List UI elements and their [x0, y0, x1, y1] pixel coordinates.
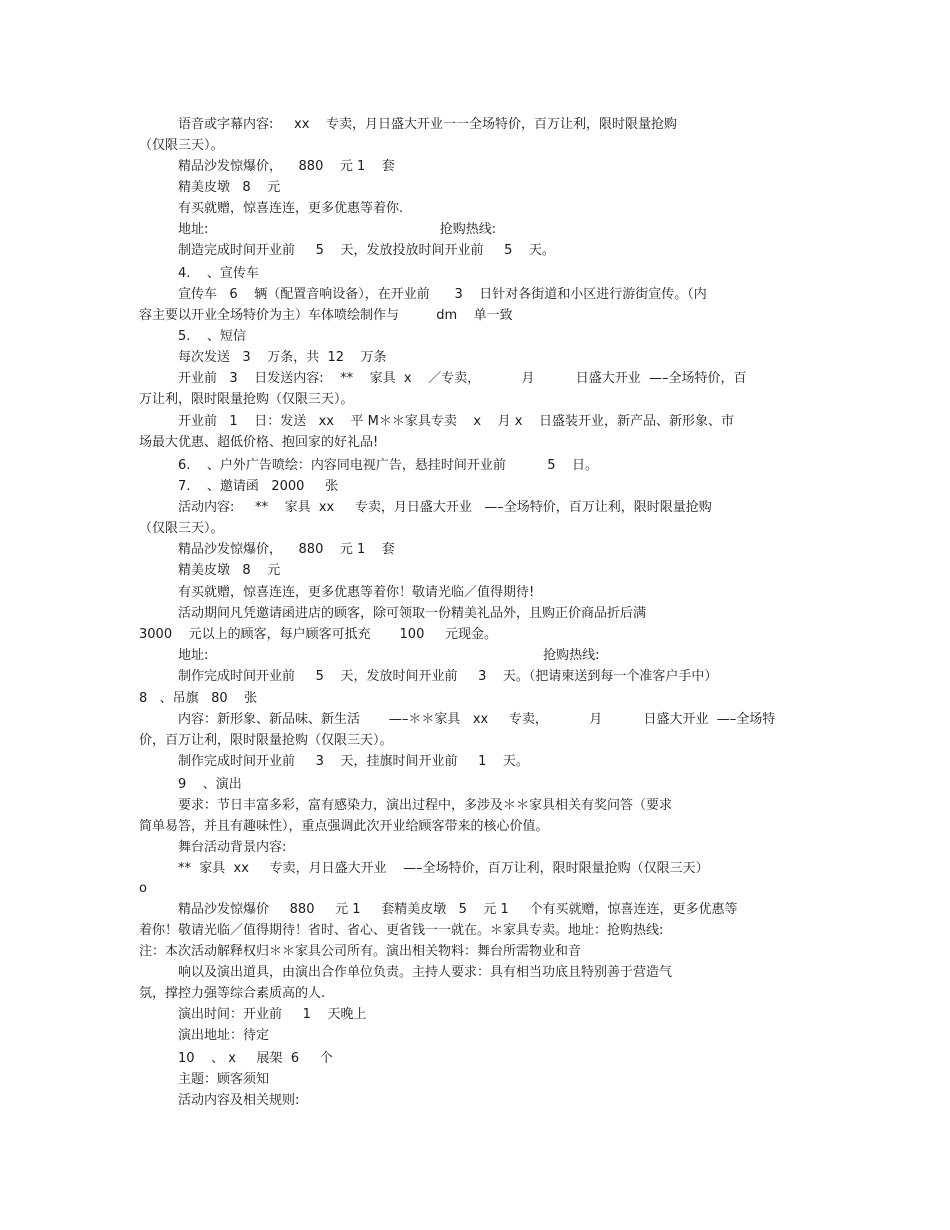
- text-line: ** 家具 xx 专卖，月日盛大开业 —–全场特价，百万让利，限时限量抢购（仅限三天）: [178, 861, 709, 876]
- text-line: 精美皮墩 8 元: [178, 180, 281, 195]
- text-line: 地址: 抢购热线:: [178, 648, 600, 663]
- text-line: 演出地址：待定: [178, 1028, 270, 1043]
- text-line: 注：本次活动解释权归＊＊家具公司所有。演出相关物料：舞台所需物业和音: [139, 944, 582, 959]
- text-line: 精品沙发惊爆价 880 元 1 套精美皮墩 5 元 1 个有买就赠，惊喜连连，更多优惠等: [178, 902, 738, 917]
- text-line: 开业前 3 日发送内容: ** 家具 x ／专卖， 月 日盛大开业 —–全场特价，百: [178, 371, 747, 386]
- text-line: 内容：新形象、新品味、新生活 —–＊＊家具 xx 专卖， 月 日盛大开业 —–全场特: [178, 712, 776, 727]
- text-line: 每次发送 3 万条，共 12 万条: [178, 350, 387, 365]
- text-line: 场最大优惠、超低价格、抱回家的好礼品!: [139, 435, 379, 450]
- text-line: 精品沙发惊爆价， 880 元 1 套: [178, 542, 395, 557]
- text-line: 简单易答，并且有趣味性），重点强调此次开业给顾客带来的核心价值。: [139, 819, 549, 834]
- text-line: 制作完成时间开业前 3 天，挂旗时间开业前 1 天。: [178, 754, 529, 769]
- text-line: 开业前 1 日：发送 xx 平 M＊＊家具专卖 x 月 x 日盛装开业，新产品、新形象、市: [178, 414, 734, 429]
- text-line: 地址: 抢购热线:: [178, 222, 497, 237]
- text-line: 响以及演出道具，由演出合作单位负责。主持人要求：具有相当功底且特别善于营造气: [178, 965, 673, 980]
- text-line: 3000 元以上的顾客，每户顾客可抵充 100 元现金。: [139, 627, 498, 642]
- text-line: 万让利，限时限量抢购（仅限三天）。: [139, 392, 354, 407]
- section-heading: 5. 、短信: [178, 329, 246, 344]
- text-line: 制造完成时间开业前 5 天，发放投放时间开业前 5 天。: [178, 243, 555, 258]
- section-heading: 6. 、户外广告喷绘：内容同电视广告，悬挂时间开业前 5 日。: [178, 458, 599, 473]
- text-line: 活动内容及相关规则:: [178, 1093, 300, 1108]
- section-heading: 4. 、宣传车: [178, 266, 259, 281]
- text-line: 着你！敬请光临／值得期待！省时、省心、更省钱一一就在。＊家具专卖。地址：抢购热线:: [139, 923, 664, 938]
- text-line: 价，百万让利，限时限量抢购（仅限三天）。: [139, 733, 393, 748]
- text-line: 制作完成时间开业前 5 天，发放时间开业前 3 天。（把请柬送到每一个准客户手中）: [178, 669, 718, 684]
- text-line: 要求：节日丰富多彩，富有感染力，演出过程中，多涉及＊＊家具相关有奖问答（要求: [178, 798, 673, 813]
- text-line: 有买就赠，惊喜连连，更多优惠等着你.: [178, 201, 404, 216]
- section-heading: 10 、 x 展架 6 个: [178, 1051, 333, 1066]
- section-heading: 9 、演出: [178, 777, 242, 792]
- section-heading: 7. 、邀请函 2000 张: [178, 479, 339, 494]
- text-line: 有买就赠，惊喜连连，更多优惠等着你！敬请光临／值得期待!: [178, 585, 535, 600]
- section-heading: 8 、吊旗 80 张: [139, 691, 258, 706]
- text-line: 宣传车 6 辆（配置音响设备），在开业前 3 日针对各街道和小区进行游街宣传。（内: [178, 287, 707, 302]
- text-line: 氛，撑控力强等综合素质高的人.: [139, 986, 326, 1001]
- text-line: 精美皮墩 8 元: [178, 563, 281, 578]
- text-line: 演出时间：开业前 1 天晚上: [178, 1007, 367, 1022]
- text-line: 精品沙发惊爆价， 880 元 1 套: [178, 159, 395, 174]
- text-line: 活动期间凡凭邀请函进店的顾客，除可领取一份精美礼品外，且购正价商品折后满: [178, 606, 647, 621]
- text-line: 语音或字幕内容: xx 专卖，月日盛大开业一一全场特价，百万让利，限时限量抢购: [178, 117, 677, 132]
- text-line: （仅限三天）。: [139, 521, 224, 536]
- text-line: 主题：顾客须知: [178, 1072, 270, 1087]
- text-line: 活动内容: ** 家具 xx 专卖，月日盛大开业 —–全场特价，百万让利，限时限量抢购: [178, 500, 712, 515]
- text-line: 舞台活动背景内容:: [178, 840, 287, 855]
- text-line: o: [139, 881, 147, 896]
- text-line: （仅限三天）。: [139, 138, 224, 153]
- text-line: 容主要以开业全场特价为主）车体喷绘制作与 dm 单一致: [139, 308, 513, 323]
